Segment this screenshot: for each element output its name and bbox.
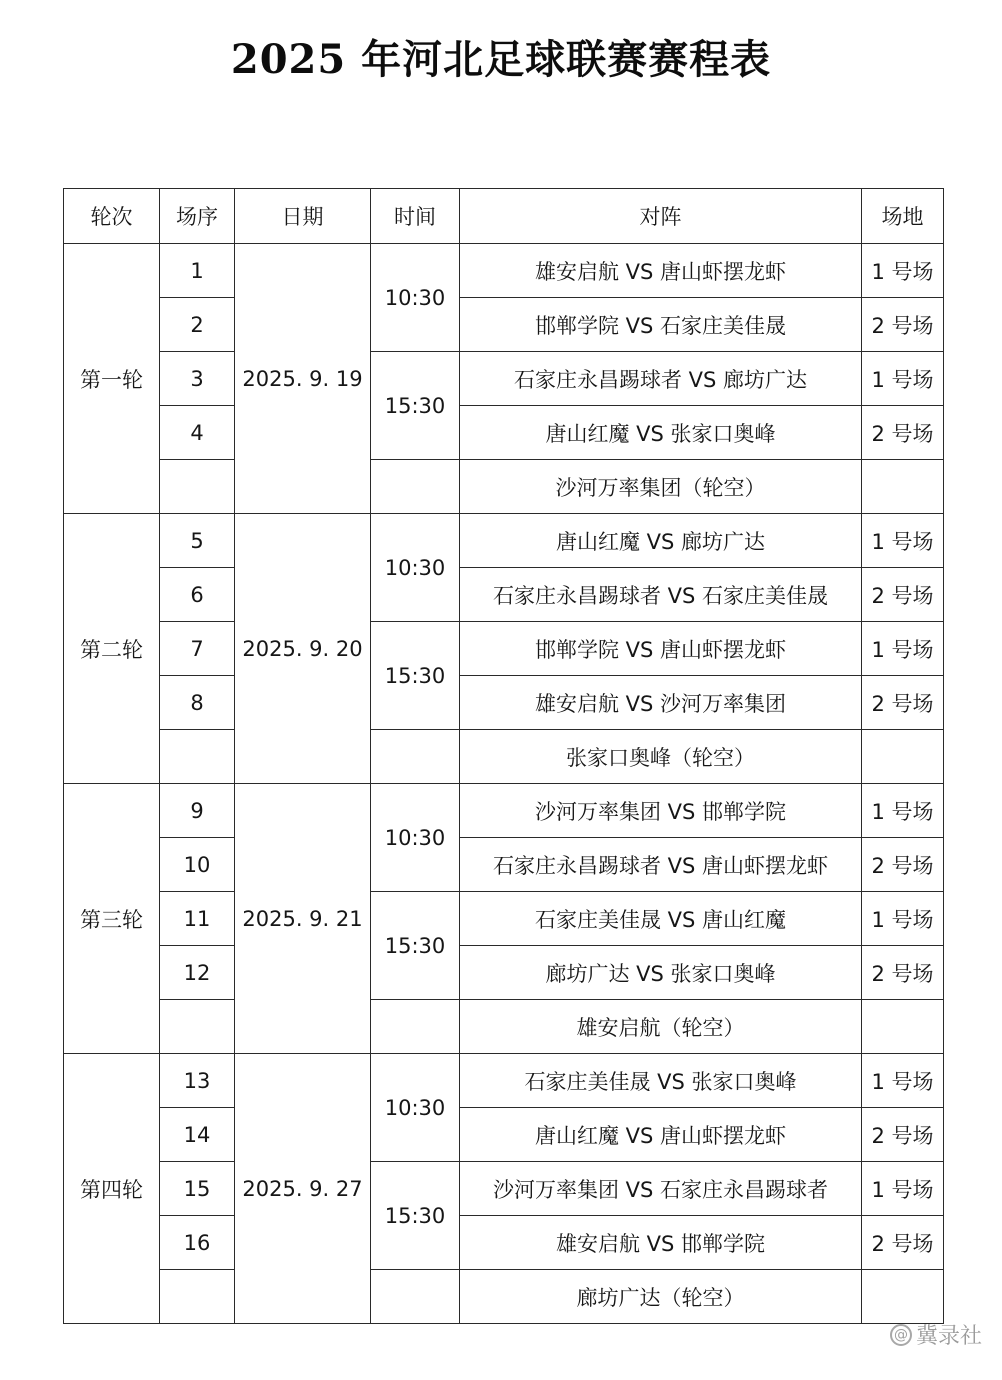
venue: 2 号场 [862,406,944,460]
match-number: 10 [160,838,235,892]
table-row [64,784,944,838]
match-number-empty [160,730,235,784]
bye-row [64,730,944,784]
header-venue: 场地 [862,189,944,244]
matchup: 邯郸学院 VS 唐山虾摆龙虾 [460,622,862,676]
round-name: 第三轮 [64,784,160,1054]
match-date: 2025. 9. 27 [235,1054,371,1324]
table-row [64,676,944,730]
matchup: 石家庄美佳晟 VS 张家口奥峰 [460,1054,862,1108]
matchup: 邯郸学院 VS 石家庄美佳晟 [460,298,862,352]
round-name: 第二轮 [64,514,160,784]
match-time: 15:30 [371,892,460,1000]
venue-empty [862,1000,944,1054]
match-number: 4 [160,406,235,460]
bye-row [64,1000,944,1054]
copyright-circle-icon: @ [890,1324,912,1346]
match-number: 11 [160,892,235,946]
venue: 2 号场 [862,676,944,730]
match-number: 16 [160,1216,235,1270]
matchup: 石家庄永昌踢球者 VS 石家庄美佳晟 [460,568,862,622]
bye-team: 廊坊广达（轮空） [460,1270,862,1324]
match-number: 2 [160,298,235,352]
match-time: 15:30 [371,622,460,730]
header-round: 轮次 [64,189,160,244]
venue: 1 号场 [862,1162,944,1216]
table-header-row [64,189,944,244]
match-date: 2025. 9. 21 [235,784,371,1054]
table-row [64,1108,944,1162]
match-number: 9 [160,784,235,838]
venue: 1 号场 [862,784,944,838]
match-number: 13 [160,1054,235,1108]
matchup: 廊坊广达 VS 张家口奥峰 [460,946,862,1000]
match-number-empty [160,1000,235,1054]
matchup: 石家庄美佳晟 VS 唐山红魔 [460,892,862,946]
matchup: 唐山红魔 VS 廊坊广达 [460,514,862,568]
match-time: 10:30 [371,784,460,892]
match-number: 12 [160,946,235,1000]
match-time: 15:30 [371,352,460,460]
bye-row [64,460,944,514]
match-time-empty [371,1000,460,1054]
match-date: 2025. 9. 20 [235,514,371,784]
match-number: 3 [160,352,235,406]
match-time-empty [371,460,460,514]
schedule-body [64,244,944,1324]
venue-empty [862,1270,944,1324]
table-row [64,406,944,460]
match-number: 14 [160,1108,235,1162]
header-matchup: 对阵 [460,189,862,244]
venue: 1 号场 [862,352,944,406]
match-number: 6 [160,568,235,622]
watermark-text: 冀录社 [915,1324,982,1349]
table-row [64,514,944,568]
round-name: 第一轮 [64,244,160,514]
match-number: 5 [160,514,235,568]
venue: 2 号场 [862,838,944,892]
match-number: 15 [160,1162,235,1216]
table-row [64,622,944,676]
table-row [64,1054,944,1108]
table-row [64,1162,944,1216]
bye-team: 雄安启航（轮空） [460,1000,862,1054]
match-number-empty [160,1270,235,1324]
match-number: 1 [160,244,235,298]
match-time: 10:30 [371,244,460,352]
matchup: 雄安启航 VS 沙河万率集团 [460,676,862,730]
match-number-empty [160,460,235,514]
header-date: 日期 [235,189,371,244]
table-row [64,568,944,622]
bye-team: 沙河万率集团（轮空） [460,460,862,514]
venue: 1 号场 [862,244,944,298]
venue: 1 号场 [862,514,944,568]
matchup: 雄安启航 VS 唐山虾摆龙虾 [460,244,862,298]
matchup: 石家庄永昌踢球者 VS 廊坊广达 [460,352,862,406]
match-number: 8 [160,676,235,730]
match-time-empty [371,1270,460,1324]
table-row [64,892,944,946]
matchup: 唐山红魔 VS 张家口奥峰 [460,406,862,460]
venue-empty [862,730,944,784]
matchup: 石家庄永昌踢球者 VS 唐山虾摆龙虾 [460,838,862,892]
page-title: 2025 年河北足球联赛赛程表 [230,36,772,83]
venue: 2 号场 [862,568,944,622]
match-number: 7 [160,622,235,676]
match-time: 10:30 [371,1054,460,1162]
venue: 1 号场 [862,1054,944,1108]
table-row [64,946,944,1000]
match-time: 15:30 [371,1162,460,1270]
match-date: 2025. 9. 19 [235,244,371,514]
header-match-no: 场序 [160,189,235,244]
venue: 2 号场 [862,1108,944,1162]
match-time-empty [371,730,460,784]
table-row [64,352,944,406]
venue: 2 号场 [862,298,944,352]
venue: 2 号场 [862,1216,944,1270]
matchup: 沙河万率集团 VS 石家庄永昌踢球者 [460,1162,862,1216]
match-time: 10:30 [371,514,460,622]
round-name: 第四轮 [64,1054,160,1324]
venue-empty [862,460,944,514]
venue: 2 号场 [862,946,944,1000]
watermark [890,1319,982,1350]
matchup: 唐山红魔 VS 唐山虾摆龙虾 [460,1108,862,1162]
header-time: 时间 [371,189,460,244]
bye-row [64,1270,944,1324]
table-row [64,298,944,352]
matchup: 雄安启航 VS 邯郸学院 [460,1216,862,1270]
venue: 1 号场 [862,892,944,946]
bye-team: 张家口奥峰（轮空） [460,730,862,784]
table-row [64,838,944,892]
schedule-table [63,188,944,1324]
matchup: 沙河万率集团 VS 邯郸学院 [460,784,862,838]
table-row [64,244,944,298]
table-row [64,1216,944,1270]
venue: 1 号场 [862,622,944,676]
